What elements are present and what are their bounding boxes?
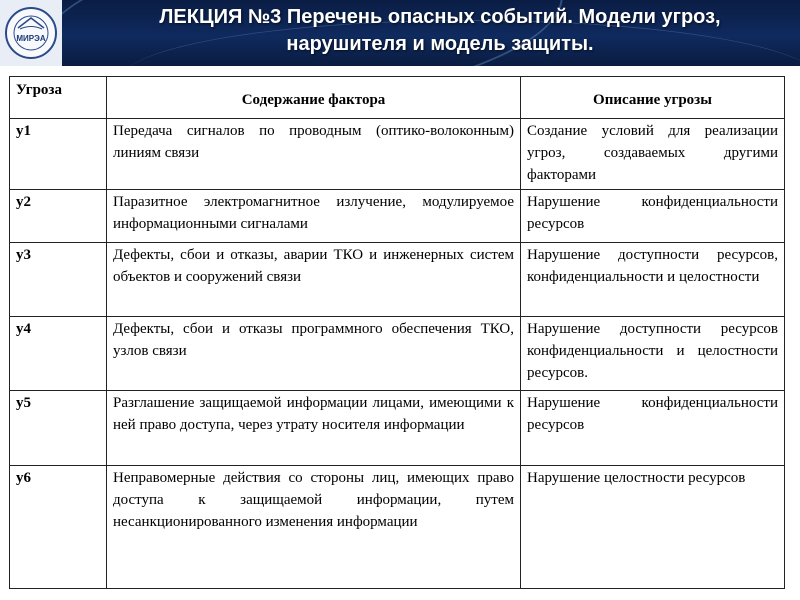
column-header-description: Описание угрозы — [521, 77, 785, 119]
column-header-threat: Угроза — [10, 77, 107, 119]
threat-factor: Паразитное электромагнитное излучение, модулируемое информационными сигналами — [107, 190, 521, 243]
column-header-factor: Содержание фактора — [107, 77, 521, 119]
table-row — [10, 466, 785, 589]
threat-description: Нарушение доступности ресурсов конфиденциальности и целостности ресурсов. — [521, 317, 785, 391]
threat-id: у6 — [10, 466, 107, 589]
seal-icon — [4, 6, 58, 60]
slide-header — [0, 0, 800, 66]
table-row — [10, 243, 785, 317]
title-line-2: нарушителя и модель защиты. — [286, 33, 594, 55]
threat-id: у1 — [10, 119, 107, 190]
table-header-row — [10, 77, 785, 119]
threat-factor: Разглашение защищаемой информации лицами, имеющими к ней право доступа, через утрату носителя информации — [107, 391, 521, 466]
table-row — [10, 119, 785, 190]
threat-factor: Неправомерные действия со стороны лиц, имеющих право доступа к защищаемой информации, путем несанкционированного изменения информации — [107, 466, 521, 589]
page-title — [90, 4, 790, 58]
threat-description: Нарушение конфиденциальности ресурсов — [521, 190, 785, 243]
threat-factor: Дефекты, сбои и отказы программного обеспечения ТКО, узлов связи — [107, 317, 521, 391]
threat-id: у3 — [10, 243, 107, 317]
table-row — [10, 391, 785, 466]
table-row — [10, 190, 785, 243]
threats-table — [9, 76, 785, 589]
title-line-1: ЛЕКЦИЯ №3 Перечень опасных событий. Модели угроз, — [159, 6, 721, 28]
threat-description: Нарушение конфиденциальности ресурсов — [521, 391, 785, 466]
logo-text: МИРЭА — [16, 34, 46, 43]
table-row — [10, 317, 785, 391]
threat-id: у5 — [10, 391, 107, 466]
threat-factor: Дефекты, сбои и отказы, аварии ТКО и инженерных систем объектов и сооружений связи — [107, 243, 521, 317]
threat-id: у2 — [10, 190, 107, 243]
threat-description: Создание условий для реализации угроз, создаваемых другими факторами — [521, 119, 785, 190]
threat-id: у4 — [10, 317, 107, 391]
university-logo — [0, 0, 62, 66]
threat-description: Нарушение доступности ресурсов, конфиденциальности и целостности — [521, 243, 785, 317]
threat-description: Нарушение целостности ресурсов — [521, 466, 785, 589]
threat-factor: Передача сигналов по проводным (оптико-волоконным) линиям связи — [107, 119, 521, 190]
threats-table-container — [9, 76, 784, 589]
